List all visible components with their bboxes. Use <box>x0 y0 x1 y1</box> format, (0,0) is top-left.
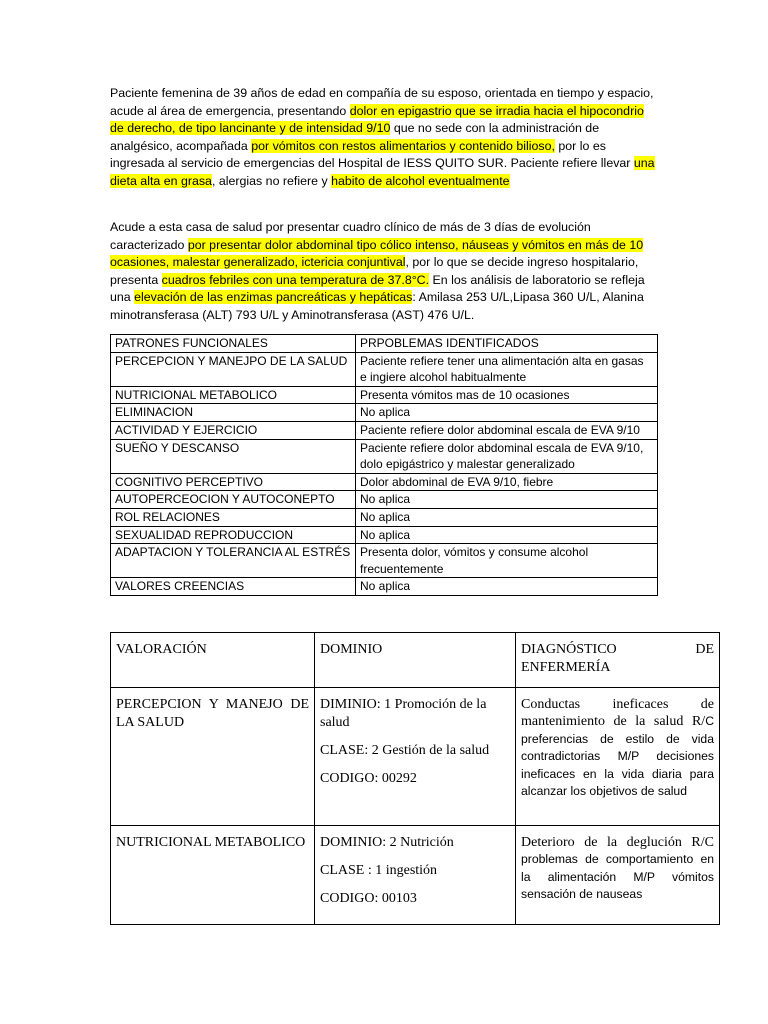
pattern-cell: ROL RELACIONES <box>111 508 356 526</box>
table-row <box>111 508 658 526</box>
p2-text-1: Acude a esta casa de salud por presentar cuadro clínico de más de 3 días de evolución caracterizado <box>110 220 591 252</box>
table-row <box>111 473 658 491</box>
diagnostico-cell <box>516 826 720 925</box>
header-patrones: PATRONES FUNCIONALES <box>111 335 356 353</box>
header-problemas: PRPOBLEMAS IDENTIFICADOS <box>356 335 658 353</box>
p1-text-4: , alergias no refiere y <box>211 173 332 188</box>
table-row <box>111 826 720 925</box>
problem-cell: No aplica <box>356 404 658 422</box>
header-valoracion: VALORACIÓN <box>111 633 315 688</box>
pattern-cell: ELIMINACION <box>111 404 356 422</box>
problem-cell: No aplica <box>356 491 658 509</box>
table-row <box>111 439 658 473</box>
pattern-cell: SEXUALIDAD REPRODUCCION <box>111 526 356 544</box>
pattern-cell: ADAPTACION Y TOLERANCIA AL ESTRÉS <box>111 544 356 578</box>
clase-text: CLASE: 2 Gestión de la salud <box>320 743 490 758</box>
table-row <box>111 404 658 422</box>
case-paragraph-1 <box>110 85 655 191</box>
header-enfermeria-word: ENFERMERÍA <box>521 660 611 675</box>
valoracion-cell: NUTRICIONAL METABOLICO <box>111 826 315 925</box>
p2-highlight-1: por presentar dolor abdominal tipo cólico intenso, náuseas y vómitos en más de 10 ocasiones, malestar generalizado, ictericia conjuntival <box>110 237 644 270</box>
dominio-cell <box>315 688 516 826</box>
dominio-text: DIMINIO: 1 Promoción de la salud <box>320 697 487 730</box>
clase-text: CLASE : 1 ingestión <box>320 863 438 878</box>
p2-highlight-3: elevación de las enzimas pancreáticas y hepáticas <box>134 290 413 305</box>
table-row <box>111 491 658 509</box>
problem-cell: Paciente refiere dolor abdominal escala de EVA 9/10, dolo epigástrico y malestar generalizado <box>356 439 658 473</box>
problem-cell: No aplica <box>356 508 658 526</box>
table-row <box>111 421 658 439</box>
table-row <box>111 578 658 596</box>
table-row <box>111 544 658 578</box>
case-paragraph-2 <box>110 219 655 325</box>
table-row <box>111 352 658 386</box>
diagnostico-text: problemas de comportamiento en la alimentación M/P vómitos sensación de nauseas <box>521 852 714 902</box>
pattern-cell: PERCEPCION Y MANEJPO DE LA SALUD <box>111 352 356 386</box>
codigo-text: CODIGO: 00103 <box>320 891 417 906</box>
table-row <box>111 688 720 826</box>
diagnostico-text-serif: Conductas ineficaces de mantenimiento de la salud R/ <box>521 697 714 730</box>
p1-highlight-2: por vómitos con restos alimentarios y contenido bilioso, <box>251 138 555 153</box>
valoracion-cell: PERCEPCION Y MANEJO DE LA SALUD <box>111 688 315 826</box>
problem-cell: Dolor abdominal de EVA 9/10, fiebre <box>356 473 658 491</box>
table-header-row <box>111 633 720 688</box>
problem-cell: Paciente refiere tener una alimentación alta en gasas e ingiere alcohol habitualmente <box>356 352 658 386</box>
pattern-cell: NUTRICIONAL METABOLICO <box>111 386 356 404</box>
table-row <box>111 386 658 404</box>
problem-cell: Presenta vómitos mas de 10 ocasiones <box>356 386 658 404</box>
problem-cell: Presenta dolor, vómitos y consume alcohol frecuentemente <box>356 544 658 578</box>
nursing-diagnosis-table <box>110 632 720 925</box>
diagnostico-cell <box>516 688 720 826</box>
pattern-cell: AUTOPERCEOCION Y AUTOCONEPTO <box>111 491 356 509</box>
pattern-cell: VALORES CREENCIAS <box>111 578 356 596</box>
p1-text-3: por lo es ingresada al servicio de emergencias del Hospital de IESS QUITO SUR. Paciente refiere llevar <box>110 138 634 171</box>
p2-text-4: : Amilasa 253 U/L,Lipasa 360 U/L, Alanina minotransferasa (ALT) 793 U/L y Aminotransferasa (AST) 476 U/L. <box>110 290 644 322</box>
header-diagnostico-word: DIAGNÓSTICO <box>521 642 617 657</box>
p1-highlight-4: habito de alcohol eventualmente <box>331 173 510 188</box>
pattern-cell: COGNITIVO PERCEPTIVO <box>111 473 356 491</box>
p2-text-2: , por lo que se decide ingreso hospitalario, presenta <box>110 255 639 287</box>
functional-patterns-table <box>110 334 658 596</box>
p2-highlight-2: cuadros febriles con una temperatura de 37.8°C. <box>161 272 430 287</box>
problem-cell: No aplica <box>356 578 658 596</box>
pattern-cell: ACTIVIDAD Y EJERCICIO <box>111 421 356 439</box>
header-de-word: DE <box>695 642 714 657</box>
dominio-cell <box>315 826 516 925</box>
header-dominio: DOMINIO <box>315 633 516 688</box>
diagnostico-text: C preferencias de estilo de vida contradictorias M/P decisiones ineficaces en la vida diaria para alcanzar los objetivos de salud <box>521 714 714 799</box>
p1-text-2: que no sede con la administración de analgésico, acompañada <box>110 121 600 153</box>
header-diagnostico <box>516 633 720 688</box>
dominio-text: DOMINIO: 2 Nutrición <box>320 835 454 850</box>
p1-highlight-1: dolor en epigastrio que se irradia hacia el hipocondrio de derecho, de tipo lancinante y de intensidad 9/10 <box>110 103 644 136</box>
problem-cell: No aplica <box>356 526 658 544</box>
p2-text-3: En los análisis de laboratorio se refleja una <box>110 272 645 305</box>
problem-cell: Paciente refiere dolor abdominal escala de EVA 9/10 <box>356 421 658 439</box>
diagnostico-text-serif: Deterioro de la deglución R/C <box>521 835 714 850</box>
p1-text-1: Paciente femenina de 39 años de edad en compañía de su esposo, orientada en tiempo y espacio, acude al área de emergencia, presentando <box>110 86 654 118</box>
p1-highlight-3: una dieta alta en grasa <box>110 156 655 188</box>
table-header-row <box>111 335 658 353</box>
codigo-text: CODIGO: 00292 <box>320 771 417 786</box>
pattern-cell: SUEÑO Y DESCANSO <box>111 439 356 473</box>
table-row <box>111 526 658 544</box>
